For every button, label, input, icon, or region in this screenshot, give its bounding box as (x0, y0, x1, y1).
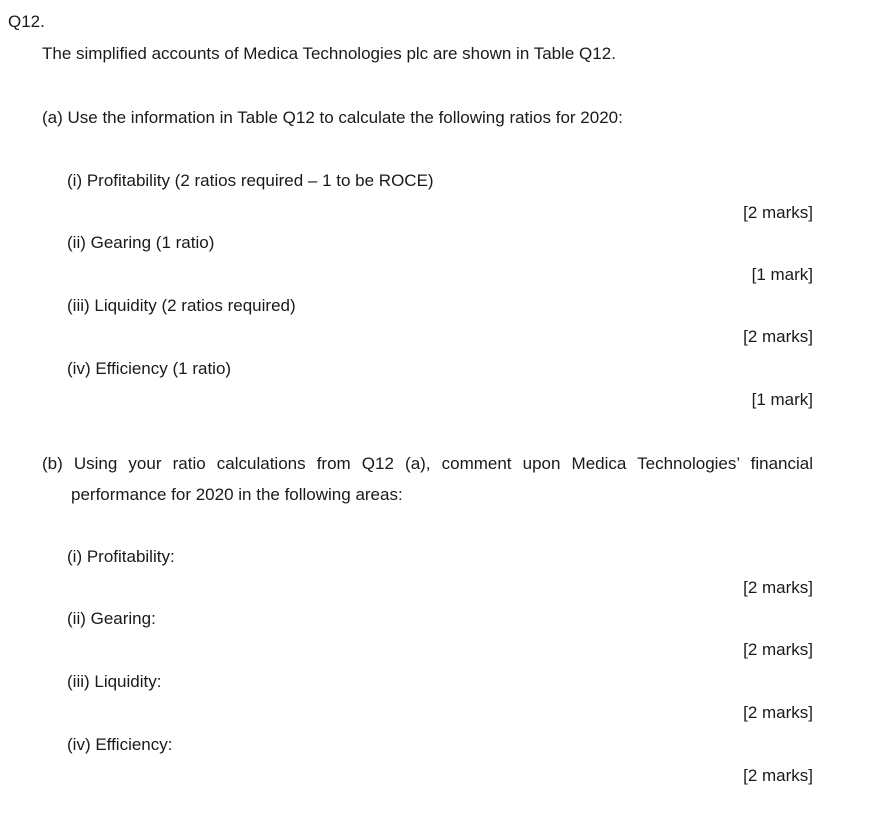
part-b-item-4-label: (iv) Efficiency: (67, 735, 173, 754)
part-a-item-1-marks: [2 marks] (743, 203, 813, 222)
part-a-item-2-label: (ii) Gearing (1 ratio) (67, 233, 215, 252)
part-b-item-3-marks: [2 marks] (743, 703, 813, 722)
part-b-item-1-label: (i) Profitability: (67, 547, 175, 566)
part-b-heading-line-2: performance for 2020 in the following areas: (71, 485, 403, 504)
part-b-item-1-marks: [2 marks] (743, 578, 813, 597)
question-number: Q12. (8, 12, 45, 31)
part-b-heading-line-1: (b) Using your ratio calculations from Q12 (a), comment upon Medica Technologies’ financial (42, 454, 813, 473)
part-b-item-4-marks: [2 marks] (743, 766, 813, 785)
part-a-item-4-marks: [1 mark] (751, 390, 813, 409)
part-b-heading (42, 448, 813, 510)
part-a-item-4-label: (iv) Efficiency (1 ratio) (67, 359, 232, 378)
part-a-item-3-marks: [2 marks] (743, 327, 813, 346)
part-b-item-2-marks: [2 marks] (743, 640, 813, 659)
question-intro: The simplified accounts of Medica Technologies plc are shown in Table Q12. (42, 44, 616, 63)
part-b-item-2-label: (ii) Gearing: (67, 609, 156, 628)
part-a-item-1-label: (i) Profitability (2 ratios required – 1 to be ROCE) (67, 171, 434, 190)
part-a-heading: (a) Use the information in Table Q12 to calculate the following ratios for 2020: (42, 108, 623, 127)
part-a-item-3-label: (iii) Liquidity (2 ratios required) (67, 296, 296, 315)
part-a-item-2-marks: [1 mark] (751, 265, 813, 284)
part-b-item-3-label: (iii) Liquidity: (67, 672, 162, 691)
